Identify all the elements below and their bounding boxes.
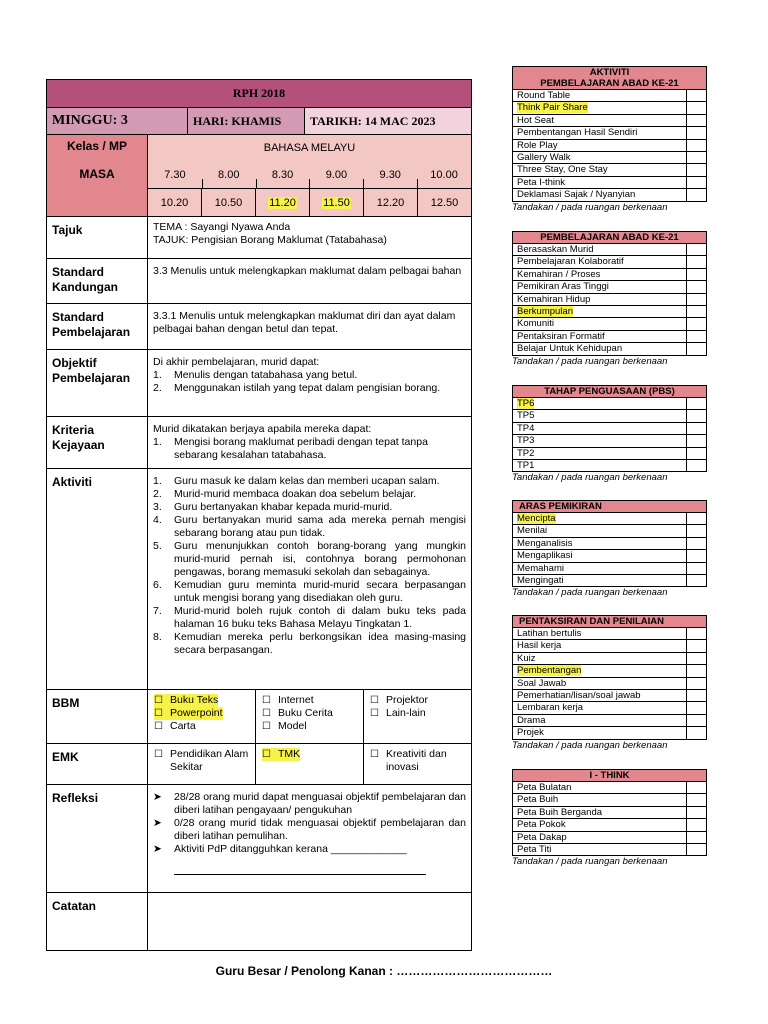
aktiviti-row xyxy=(47,469,471,690)
checklist-label: Peta Dakap xyxy=(513,831,687,843)
checklist-mark-cell[interactable] xyxy=(687,176,707,188)
checklist-label: Mencipta xyxy=(513,513,687,525)
checklist-row xyxy=(513,782,707,794)
list-item: ➤ 28/28 orang murid dapat menguasai objektif pembelajaran dan diberi latihan pengayaan/ pengukuhan xyxy=(153,791,466,816)
checklist-mark-cell[interactable] xyxy=(687,575,707,587)
checklist-label: Peta Bulatan xyxy=(513,782,687,794)
catatan-value[interactable] xyxy=(148,893,471,950)
checklist-label: Peta Buih xyxy=(513,794,687,806)
aras-note: Tandakan / pada ruangan berkenaan xyxy=(512,587,668,599)
checklist-mark-cell[interactable] xyxy=(687,102,707,114)
checklist-mark-cell[interactable] xyxy=(687,127,707,139)
time-start: 7.30 xyxy=(164,168,186,181)
tarikh-cell: TARIKH: 14 MAC 2023 xyxy=(305,108,471,134)
kelas-label-cell xyxy=(47,135,148,216)
standard-kandungan-row xyxy=(47,259,471,304)
emk-label: EMK xyxy=(47,744,148,784)
time-start: 9.00 xyxy=(309,161,363,188)
arrow-bullet-icon: ➤ xyxy=(153,791,162,803)
info-row xyxy=(47,108,471,135)
time-start: 8.30 xyxy=(256,161,310,188)
checklist-label: Hasil kerja xyxy=(513,640,687,652)
list-item: 3. Guru bertanyakan khabar kepada murid-murid. xyxy=(153,501,393,513)
tajuk-text: TAJUK: Pengisian Borang Maklumat (Tatabahasa) xyxy=(153,234,387,246)
checklist-row xyxy=(513,268,707,280)
aktiviti-list xyxy=(153,475,466,657)
checklist-row xyxy=(513,114,707,126)
checklist-row xyxy=(513,562,707,574)
checklist-mark-cell[interactable] xyxy=(687,640,707,652)
checklist-label: Lembaran kerja xyxy=(513,702,687,714)
checklist-row xyxy=(513,127,707,139)
checklist-row xyxy=(513,831,707,843)
pentaksiran-note: Tandakan / pada ruangan berkenaan xyxy=(512,739,668,751)
checklist-row xyxy=(513,525,707,537)
checklist-row xyxy=(513,460,707,472)
emk-options xyxy=(148,744,471,784)
checklist-mark-cell[interactable] xyxy=(687,164,707,176)
objektif-label: Objektif Pembelajaran xyxy=(47,350,148,416)
checklist-row xyxy=(513,318,707,330)
checklist-label: Pembentangan Hasil Sendiri xyxy=(513,127,687,139)
list-item: 1. Mengisi borang maklumat peribadi dengan tepat tanpa sebarang kesalahan tatabahasa. xyxy=(153,436,428,461)
objektif-intro: Di akhir pembelajaran, murid dapat: xyxy=(153,356,320,368)
checklist-mark-cell[interactable] xyxy=(687,537,707,549)
time-end: 11.20 xyxy=(255,189,309,216)
emk-option-tmk[interactable]: ☐ TMK xyxy=(262,748,301,760)
checklist-row xyxy=(513,690,707,702)
checklist-mark-cell[interactable] xyxy=(687,435,707,447)
tajuk-row xyxy=(47,217,471,259)
list-item: 4. Guru bertanyakan murid sama ada mereka pernah mengisi sebarang borang atau pun tidak. xyxy=(153,514,466,539)
checklist-label: Menilai xyxy=(513,525,687,537)
refleksi-list xyxy=(153,791,466,856)
checklist-label: Berasaskan Murid xyxy=(513,244,687,256)
checklist-mark-cell[interactable] xyxy=(687,525,707,537)
checklist-row xyxy=(513,665,707,677)
checklist-label: TP1 xyxy=(513,460,687,472)
checklist-mark-cell[interactable] xyxy=(687,293,707,305)
checklist-row xyxy=(513,102,707,114)
checkbox-icon: ☐ xyxy=(262,708,271,719)
checklist-mark-cell[interactable] xyxy=(687,690,707,702)
checklist-mark-cell[interactable] xyxy=(687,702,707,714)
minggu-cell: MINGGU: 3 xyxy=(47,108,188,134)
times-end-row xyxy=(148,188,471,216)
emk-option-alam-sekitar[interactable]: ☐ Pendidikan Alam Sekitar xyxy=(154,748,249,773)
checklist-mark-cell[interactable] xyxy=(687,139,707,151)
arrow-bullet-icon: ➤ xyxy=(153,817,162,829)
checklist-row xyxy=(513,281,707,293)
checklist-row xyxy=(513,164,707,176)
checklist-label: Soal Jawab xyxy=(513,677,687,689)
checklist-mark-cell[interactable] xyxy=(687,665,707,677)
emk-col-3 xyxy=(363,744,471,784)
standard-pembelajaran-value: 3.3.1 Menulis untuk melengkapkan maklumat diri dan ayat dalam pelbagai bahan dengan betul dan tepat. xyxy=(153,310,456,335)
tajuk-value xyxy=(148,217,471,258)
abad21-table xyxy=(512,231,707,368)
checklist-label: Belajar Untuk Kehidupan xyxy=(513,343,687,355)
checkbox-icon: ☐ xyxy=(154,708,163,719)
bbm-option-internet[interactable]: ☐ Internet xyxy=(262,694,314,706)
bbm-options xyxy=(148,690,471,743)
checklist-row xyxy=(513,422,707,434)
pbs-table xyxy=(512,385,707,484)
checklist-row xyxy=(513,189,707,201)
checklist-mark-cell[interactable] xyxy=(687,550,707,562)
arrow-bullet-icon: ➤ xyxy=(153,843,162,855)
checklist-label: Kemahiran / Proses xyxy=(513,268,687,280)
checklist-mark-cell[interactable] xyxy=(687,831,707,843)
emk-col-2 xyxy=(255,744,363,784)
checklist-mark-cell[interactable] xyxy=(687,398,707,410)
checklist-row xyxy=(513,628,707,640)
time-end: 11.50 xyxy=(309,189,363,216)
ithink-table xyxy=(512,769,707,868)
checklist-row xyxy=(513,256,707,268)
bbm-option-lain-lain[interactable]: ☐ Lain-lain xyxy=(370,707,426,719)
ithink-header: I - THINK xyxy=(513,770,707,782)
time-start: 9.30 xyxy=(363,161,417,188)
checkbox-icon: ☐ xyxy=(262,749,271,760)
checklist-row xyxy=(513,677,707,689)
checklist-label: Pembelajaran Kolaboratif xyxy=(513,256,687,268)
checklist-mark-cell[interactable] xyxy=(687,256,707,268)
kriteria-value xyxy=(148,417,471,468)
time-end: 10.20 xyxy=(160,196,189,209)
checkbox-icon: ☐ xyxy=(370,708,379,719)
checklist-label: Hot Seat xyxy=(513,114,687,126)
checklist-row xyxy=(513,794,707,806)
checklist-label: Kemahiran Hidup xyxy=(513,293,687,305)
checklist-label: Peta I-think xyxy=(513,176,687,188)
checklist-label: Peta Pokok xyxy=(513,819,687,831)
emk-option-kreativiti[interactable]: ☐ Kreativiti dan inovasi xyxy=(370,748,447,773)
checklist-mark-cell[interactable] xyxy=(687,152,707,164)
pentaksiran-table xyxy=(512,615,707,752)
kriteria-list xyxy=(153,436,466,462)
checklist-row xyxy=(513,244,707,256)
checklist-label: Think Pair Share xyxy=(513,102,687,114)
rph-title: RPH 2018 xyxy=(47,80,471,108)
checklist-row xyxy=(513,176,707,188)
bbm-col-1 xyxy=(148,690,255,743)
list-item: 5. Guru menunjukkan contoh borang-borang yang mungkin murid-murid pernah isi, contohnya borang permohonan pengawas, borang memasuki sekolah dan sebagainya. xyxy=(153,540,466,578)
checklist-row xyxy=(513,139,707,151)
checklist-label: TP5 xyxy=(513,410,687,422)
checklist-label: Projek xyxy=(513,727,687,739)
standard-kandungan-label: Standard Kandungan xyxy=(47,259,148,303)
checklist-label: TP4 xyxy=(513,422,687,434)
list-item: 6. Kemudian guru meminta murid-murid secara berpasangan untuk mengisi borang yang disediakan oleh guru. xyxy=(153,579,466,604)
tema-text: TEMA : Sayangi Nyawa Anda xyxy=(153,221,291,233)
checklist-mark-cell[interactable] xyxy=(687,628,707,640)
checklist-label: Pemerhatian/lisan/soal jawab xyxy=(513,690,687,702)
bbm-option-carta[interactable]: ☐ Carta xyxy=(154,720,196,732)
checklist-label: Mengingati xyxy=(513,575,687,587)
checklist-row xyxy=(513,306,707,318)
refleksi-row xyxy=(47,785,471,893)
checklist-mark-cell[interactable] xyxy=(687,806,707,818)
tajuk-label: Tajuk xyxy=(47,217,148,258)
checklist-label: Drama xyxy=(513,714,687,726)
checklist-mark-cell[interactable] xyxy=(687,513,707,525)
checklist-label: Memahami xyxy=(513,562,687,574)
checklist-mark-cell[interactable] xyxy=(687,410,707,422)
aktiviti-abad21-header: AKTIVITI PEMBELAJARAN ABAD KE-21 xyxy=(513,67,707,90)
checklist-mark-cell[interactable] xyxy=(687,281,707,293)
objektif-row xyxy=(47,350,471,417)
checklist-label: TP2 xyxy=(513,447,687,459)
checklist-row xyxy=(513,714,707,726)
checklist-label: Role Play xyxy=(513,139,687,151)
checklist-row xyxy=(513,819,707,831)
checklist-mark-cell[interactable] xyxy=(687,794,707,806)
kriteria-intro: Murid dikatakan berjaya apabila mereka dapat: xyxy=(153,423,372,435)
aras-table xyxy=(512,500,707,599)
checklist-label: TP6 xyxy=(513,398,687,410)
checklist-mark-cell[interactable] xyxy=(687,268,707,280)
checklist-label: Three Stay, One Stay xyxy=(513,164,687,176)
bbm-col-2 xyxy=(255,690,363,743)
bbm-label: BBM xyxy=(47,690,148,743)
checklist-row xyxy=(513,727,707,739)
checkbox-icon: ☐ xyxy=(154,721,163,732)
checklist-mark-cell[interactable] xyxy=(687,844,707,856)
checklist-label: Mengaplikasi xyxy=(513,550,687,562)
checklist-label: Round Table xyxy=(513,90,687,102)
checklist-mark-cell[interactable] xyxy=(687,343,707,355)
catatan-label: Catatan xyxy=(47,893,148,950)
checklist-row xyxy=(513,398,707,410)
standard-pembelajaran-row xyxy=(47,304,471,350)
checkbox-icon: ☐ xyxy=(154,695,163,706)
list-item: 2. Menggunakan istilah yang tepat dalam pengisian borang. xyxy=(153,382,441,394)
catatan-row xyxy=(47,893,471,950)
bbm-option-powerpoint[interactable]: ☐ Powerpoint xyxy=(154,707,223,719)
checklist-mark-cell[interactable] xyxy=(687,727,707,739)
list-item: 2. Murid-murid membaca doakan doa sebelum belajar. xyxy=(153,488,417,500)
checklist-label: Menganalisis xyxy=(513,537,687,549)
list-item: ➤ 0/28 orang murid tidak menguasai objektif pembelajaran dan diberi latihan pemulihan. xyxy=(153,817,466,842)
list-item: ➤ Aktiviti PdP ditangguhkan kerana _____________ xyxy=(153,843,407,855)
checklist-row xyxy=(513,513,707,525)
masa-label: MASA xyxy=(79,167,115,181)
time-end: 12.20 xyxy=(363,189,417,216)
checklist-mark-cell[interactable] xyxy=(687,677,707,689)
checklist-row xyxy=(513,90,707,102)
reason-blank-line[interactable] xyxy=(174,866,426,875)
checklist-mark-cell[interactable] xyxy=(687,422,707,434)
hari-cell: HARI: KHAMIS xyxy=(188,108,305,134)
kelas-values xyxy=(148,135,471,216)
aktiviti-abad21-table xyxy=(512,66,707,214)
emk-row xyxy=(47,744,471,785)
kriteria-row xyxy=(47,417,471,469)
checklist-mark-cell[interactable] xyxy=(687,562,707,574)
time-start: 8.00 xyxy=(202,161,256,188)
list-item: 1. Menulis dengan tatabahasa yang betul. xyxy=(153,369,358,381)
times-start-row xyxy=(148,161,471,188)
bbm-option-buku-cerita[interactable]: ☐ Buku Cerita xyxy=(262,707,333,719)
aras-header: ARAS PEMIKIRAN xyxy=(513,501,707,513)
pbs-header: TAHAP PENGUASAAN (PBS) xyxy=(513,386,707,398)
checklist-row xyxy=(513,550,707,562)
checklist-mark-cell[interactable] xyxy=(687,114,707,126)
checklist-row xyxy=(513,537,707,549)
checklist-row xyxy=(513,330,707,342)
kelas-row xyxy=(47,135,471,217)
checklist-mark-cell[interactable] xyxy=(687,819,707,831)
checkbox-icon: ☐ xyxy=(262,721,271,732)
checklist-row xyxy=(513,410,707,422)
emk-col-1 xyxy=(148,744,255,784)
checklist-row xyxy=(513,343,707,355)
checklist-label: Peta Buih Berganda xyxy=(513,806,687,818)
checklist-row xyxy=(513,652,707,664)
pbs-note: Tandakan / pada ruangan berkenaan xyxy=(512,472,668,484)
checklist-label: Berkumpulan xyxy=(513,306,687,318)
abad21-header: PEMBELAJARAN ABAD KE-21 xyxy=(513,232,707,244)
time-end: 10.50 xyxy=(201,189,255,216)
checklist-label: Gallery Walk xyxy=(513,152,687,164)
bbm-row xyxy=(47,690,471,744)
checkbox-icon: ☐ xyxy=(370,695,379,706)
aktiviti-value xyxy=(148,469,471,689)
aktiviti-label: Aktiviti xyxy=(47,469,148,689)
checklist-row xyxy=(513,702,707,714)
time-end: 12.50 xyxy=(417,189,471,216)
checklist-mark-cell[interactable] xyxy=(687,782,707,794)
ithink-note: Tandakan / pada ruangan berkenaan xyxy=(512,856,668,868)
checklist-mark-cell[interactable] xyxy=(687,447,707,459)
checklist-mark-cell[interactable] xyxy=(687,90,707,102)
checklist-mark-cell[interactable] xyxy=(687,244,707,256)
checklist-label: Kuiz xyxy=(513,652,687,664)
checklist-mark-cell[interactable] xyxy=(687,306,707,318)
time-start: 10.00 xyxy=(417,161,471,188)
checklist-mark-cell[interactable] xyxy=(687,330,707,342)
checklist-label: Komuniti xyxy=(513,318,687,330)
refleksi-label: Refleksi xyxy=(47,785,148,892)
checklist-label: Deklamasi Sajak / Nyanyian xyxy=(513,189,687,201)
kelas-label: Kelas / MP xyxy=(66,139,128,153)
standard-pembelajaran-label: Standard Pembelajaran xyxy=(47,304,148,349)
checklist-mark-cell[interactable] xyxy=(687,714,707,726)
checklist-label: TP3 xyxy=(513,435,687,447)
list-item: 1. Guru masuk ke dalam kelas dan memberi ucapan salam. xyxy=(153,475,440,487)
refleksi-value xyxy=(148,785,471,892)
signature-line: Guru Besar / Penolong Kanan : ………………………………… xyxy=(215,964,553,978)
checklist-label: Pentaksiran Formatif xyxy=(513,330,687,342)
checklist-mark-cell[interactable] xyxy=(687,460,707,472)
checklist-row xyxy=(513,640,707,652)
checklist-label: Latihan bertulis xyxy=(513,628,687,640)
checklist-label: Pembentangan xyxy=(513,665,687,677)
rph-table xyxy=(46,79,472,951)
standard-kandungan-value: 3.3 Menulis untuk melengkapkan maklumat dalam pelbagai bahan xyxy=(153,265,462,277)
aktiviti-note: Tandakan / pada ruangan berkenaan xyxy=(512,201,668,213)
checklist-row xyxy=(513,435,707,447)
list-item: 8. Kemudian mereka perlu berkongsikan idea masing-masing secara berpasangan. xyxy=(153,631,466,656)
bbm-col-3 xyxy=(363,690,471,743)
checkbox-icon: ☐ xyxy=(370,749,379,760)
checklist-label: Peta Titi xyxy=(513,844,687,856)
checklist-mark-cell[interactable] xyxy=(687,652,707,664)
checklist-row xyxy=(513,844,707,856)
checklist-mark-cell[interactable] xyxy=(687,189,707,201)
checkbox-icon: ☐ xyxy=(154,749,163,760)
checklist-mark-cell[interactable] xyxy=(687,318,707,330)
checklist-row xyxy=(513,152,707,164)
checklist-label: Pemikiran Aras Tinggi xyxy=(513,281,687,293)
bbm-option-model[interactable]: ☐ Model xyxy=(262,720,307,732)
checkbox-icon: ☐ xyxy=(262,695,271,706)
objektif-list xyxy=(153,369,466,395)
checklist-row xyxy=(513,806,707,818)
bbm-option-buku-teks[interactable]: ☐ Buku Teks xyxy=(154,694,219,706)
bbm-option-projektor[interactable]: ☐ Projektor xyxy=(370,694,429,706)
pentaksiran-header: PENTAKSIRAN DAN PENILAIAN xyxy=(513,616,707,628)
objektif-value xyxy=(148,350,471,416)
list-item: 7. Murid-murid boleh rujuk contoh di dalam buku teks pada halaman 16 buku teks Bahasa Melayu Tingkatan 1. xyxy=(153,605,466,630)
kriteria-label: Kriteria Kejayaan xyxy=(47,417,148,468)
checklist-row xyxy=(513,575,707,587)
checklist-row xyxy=(513,447,707,459)
abad21-note: Tandakan / pada ruangan berkenaan xyxy=(512,355,668,367)
checklist-row xyxy=(513,293,707,305)
subject-name: BAHASA MELAYU xyxy=(263,142,356,154)
